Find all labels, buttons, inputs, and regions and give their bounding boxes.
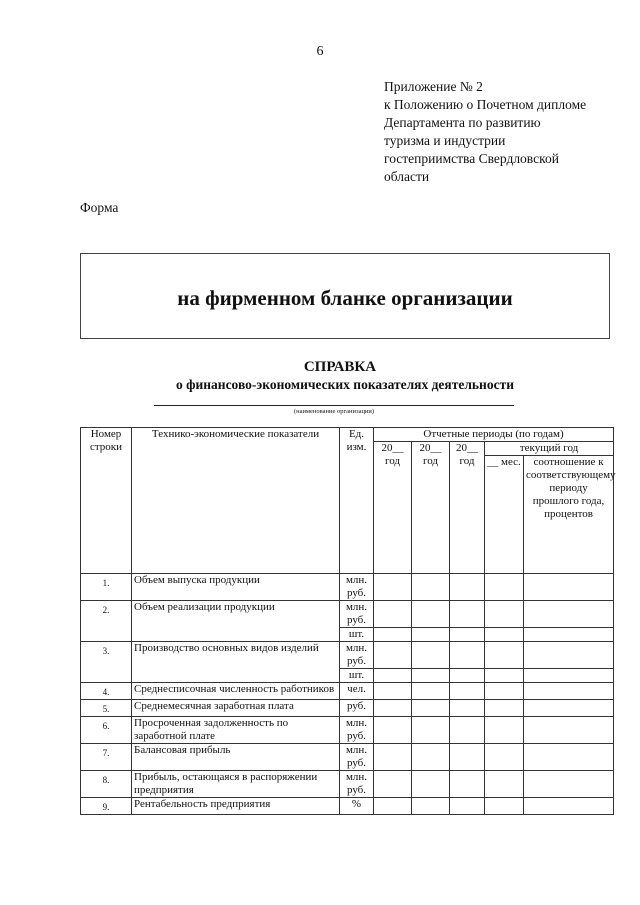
header-months: __ мес. [485, 456, 524, 574]
header-row-number: Номер строки [81, 428, 132, 574]
appendix-line: Приложение № 2 [384, 79, 483, 94]
value-cell[interactable] [374, 574, 412, 601]
indicator-name-cell: Рентабельность предприятия [132, 798, 340, 815]
header-unit: Ед. изм. [340, 428, 374, 574]
value-cell[interactable] [485, 683, 524, 700]
unit-cell: млн. руб. [340, 574, 374, 601]
value-cell[interactable] [450, 628, 485, 642]
value-cell[interactable] [412, 744, 450, 771]
organization-name-line [154, 405, 514, 406]
value-cell[interactable] [374, 700, 412, 717]
value-cell[interactable] [412, 628, 450, 642]
header-year-3: 20__ год [450, 442, 485, 574]
value-cell[interactable] [450, 642, 485, 669]
unit-cell: млн. руб. [340, 601, 374, 628]
row-number-cell: 2. [81, 601, 132, 642]
header-current-year: текущий год [485, 442, 614, 456]
table-row [81, 798, 614, 815]
value-cell[interactable] [485, 601, 524, 628]
value-cell[interactable] [485, 574, 524, 601]
table-row [81, 744, 614, 771]
value-cell[interactable] [524, 744, 614, 771]
unit-cell: шт. [340, 628, 374, 642]
value-cell[interactable] [524, 798, 614, 815]
document-title: СПРАВКА [303, 359, 377, 375]
value-cell[interactable] [374, 798, 412, 815]
unit-cell: млн. руб. [340, 771, 374, 798]
unit-cell: млн. руб. [340, 642, 374, 669]
header-indicators: Технико-экономические показатели [132, 428, 340, 574]
appendix-line: туризма и индустрии [384, 133, 506, 148]
letterhead-text: на фирменном бланке организации [177, 286, 513, 310]
value-cell[interactable] [524, 717, 614, 744]
value-cell[interactable] [524, 642, 614, 669]
value-cell[interactable] [374, 628, 412, 642]
indicator-name-cell: Среднесписочная численность работников [132, 683, 340, 700]
indicator-name-cell: Объем реализации продукции [132, 601, 340, 642]
unit-cell: шт. [340, 669, 374, 683]
value-cell[interactable] [450, 669, 485, 683]
page-number: 6 [316, 44, 324, 59]
unit-cell: млн. руб. [340, 717, 374, 744]
unit-cell: млн. руб. [340, 744, 374, 771]
row-number-cell: 6. [81, 717, 132, 744]
value-cell[interactable] [524, 669, 614, 683]
value-cell[interactable] [485, 628, 524, 642]
header-year-2: 20__ год [412, 442, 450, 574]
value-cell[interactable] [412, 601, 450, 628]
table-row [81, 683, 614, 700]
value-cell[interactable] [485, 700, 524, 717]
appendix-line: области [384, 169, 430, 184]
unit-cell: руб. [340, 700, 374, 717]
value-cell[interactable] [374, 642, 412, 669]
value-cell[interactable] [450, 601, 485, 628]
table-row [81, 574, 614, 601]
table-row [81, 717, 614, 744]
appendix-line: Департамента по развитию [384, 115, 541, 130]
indicator-name-cell: Просроченная задолженность по заработной плате [132, 717, 340, 744]
header-year-1: 20__ год [374, 442, 412, 574]
unit-cell: чел. [340, 683, 374, 700]
row-number-cell: 7. [81, 744, 132, 771]
value-cell[interactable] [485, 669, 524, 683]
table-body [81, 574, 614, 815]
value-cell[interactable] [485, 798, 524, 815]
value-cell[interactable] [412, 642, 450, 669]
value-cell[interactable] [485, 717, 524, 744]
table-row [81, 771, 614, 798]
unit-cell: % [340, 798, 374, 815]
value-cell[interactable] [374, 717, 412, 744]
row-number-cell: 4. [81, 683, 132, 700]
value-cell[interactable] [450, 771, 485, 798]
table-row [81, 601, 614, 628]
row-number-cell: 1. [81, 574, 132, 601]
value-cell[interactable] [374, 744, 412, 771]
value-cell[interactable] [412, 700, 450, 717]
value-cell[interactable] [374, 601, 412, 628]
row-number-cell: 5. [81, 700, 132, 717]
row-number-cell: 9. [81, 798, 132, 815]
appendix-line: гостеприимства Свердловской [384, 151, 559, 166]
organization-name-caption: (наименование организации) [293, 408, 375, 415]
indicators-table [80, 427, 614, 815]
value-cell[interactable] [450, 798, 485, 815]
indicator-name-cell: Среднемесячная заработная плата [132, 700, 340, 717]
value-cell[interactable] [524, 683, 614, 700]
value-cell[interactable] [450, 683, 485, 700]
value-cell[interactable] [412, 798, 450, 815]
header-ratio: соотношение к соответствующему периоду прошлого года, процентов [524, 456, 614, 574]
document-subtitle: о финансово-экономических показателях деятельности [176, 377, 514, 392]
table-row [81, 642, 614, 669]
value-cell[interactable] [374, 669, 412, 683]
row-number-cell: 3. [81, 642, 132, 683]
value-cell[interactable] [412, 771, 450, 798]
form-label: Форма [80, 200, 119, 215]
indicator-name-cell: Производство основных видов изделий [132, 642, 340, 683]
value-cell[interactable] [485, 771, 524, 798]
table-row [81, 700, 614, 717]
value-cell[interactable] [450, 717, 485, 744]
value-cell[interactable] [524, 601, 614, 628]
value-cell[interactable] [450, 574, 485, 601]
value-cell[interactable] [412, 717, 450, 744]
value-cell[interactable] [450, 700, 485, 717]
value-cell[interactable] [524, 700, 614, 717]
value-cell[interactable] [524, 771, 614, 798]
value-cell[interactable] [485, 642, 524, 669]
letterhead-box [80, 253, 610, 339]
indicator-name-cell: Объем выпуска продукции [132, 574, 340, 601]
value-cell[interactable] [374, 683, 412, 700]
value-cell[interactable] [412, 574, 450, 601]
value-cell[interactable] [450, 744, 485, 771]
value-cell[interactable] [374, 771, 412, 798]
value-cell[interactable] [485, 744, 524, 771]
indicator-name-cell: Прибыль, остающаяся в распоряжении предприятия [132, 771, 340, 798]
indicator-name-cell: Балансовая прибыль [132, 744, 340, 771]
table-header [81, 428, 614, 574]
row-number-cell: 8. [81, 771, 132, 798]
appendix-header [384, 78, 634, 186]
value-cell[interactable] [524, 574, 614, 601]
value-cell[interactable] [524, 628, 614, 642]
value-cell[interactable] [412, 669, 450, 683]
appendix-line: к Положению о Почетном дипломе [384, 97, 587, 112]
header-periods: Отчетные периоды (по годам) [374, 428, 614, 442]
value-cell[interactable] [412, 683, 450, 700]
